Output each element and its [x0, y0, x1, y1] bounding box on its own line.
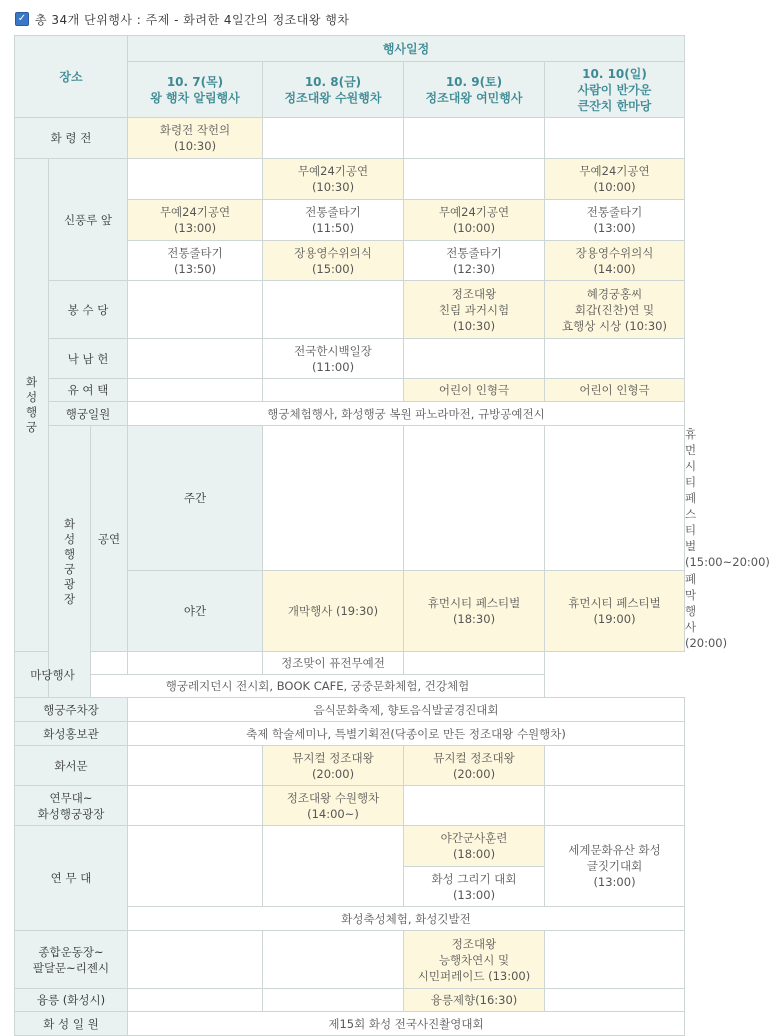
- empty-cell: [263, 989, 404, 1012]
- event-time: (11:50): [311, 221, 355, 235]
- place-pr-hall: 화성홍보관: [15, 722, 128, 746]
- event-title: 전통줄타기: [586, 205, 643, 219]
- event-cell: [545, 826, 685, 907]
- empty-cell: [263, 379, 404, 402]
- event-time: (20:00): [452, 766, 496, 781]
- place-hwaseong-ilwon: 화 성 일 원: [15, 1012, 128, 1036]
- empty-cell: [545, 339, 685, 379]
- event-title: 무예24기공연: [297, 164, 369, 178]
- event-time: (14:00): [593, 261, 636, 276]
- event-cell: [263, 786, 404, 826]
- header-day-2: [263, 62, 404, 118]
- event-time: (19:00): [593, 612, 636, 626]
- event-cell: [545, 159, 685, 200]
- event-cell: [404, 867, 545, 907]
- empty-cell: [545, 118, 685, 159]
- event-title: 휴먼시티 페스티벌: [568, 596, 661, 610]
- page-title: 총 34개 단위행사 : 주제 - 화려한 4일간의 정조대왕 행차: [35, 12, 350, 27]
- empty-cell: [545, 989, 685, 1012]
- empty-cell: [128, 339, 263, 379]
- event-time: (18:00): [452, 847, 496, 861]
- event-cell: [545, 200, 685, 241]
- event-time: 효행상 시상 (10:30): [562, 318, 667, 333]
- event-cell: 행궁체험행사, 화성행궁 복원 파노라마전, 규방공예전시: [128, 402, 685, 426]
- event-cell: 제15회 화성 전국사진촬영대회: [128, 1012, 685, 1036]
- event-title: 야간군사훈련: [440, 831, 508, 845]
- event-cell: 화성축성체험, 화성깃발전: [128, 907, 685, 931]
- event-title: 정조대왕: [451, 286, 497, 301]
- place-night: 야간: [128, 571, 263, 652]
- empty-cell: [128, 989, 263, 1012]
- event-cell: 정조맞이 퓨전무예전: [263, 652, 404, 675]
- event-time: (11:00): [311, 359, 355, 374]
- event-cell: [545, 281, 685, 339]
- event-title: 휴먼시티 페스티벌: [427, 596, 521, 610]
- day-4-name: 사람이 반가운: [577, 82, 652, 97]
- event-title: 장용영수위의식: [575, 245, 654, 260]
- day-4-date: 10. 10(일): [582, 66, 647, 81]
- event-title: 화성 그리기 대회: [431, 871, 517, 886]
- event-time: (10:30): [173, 139, 217, 153]
- place-label: 종합운동장~: [38, 944, 104, 959]
- event-cell: [404, 571, 545, 652]
- empty-cell: [404, 786, 545, 826]
- event-cell: 축제 학술세미나, 특별기획전(닥종이로 만든 정조대왕 수원행차): [128, 722, 685, 746]
- empty-cell: [545, 746, 685, 786]
- event-title: 전통줄타기: [446, 245, 502, 260]
- event-cell: [404, 281, 545, 339]
- event-title: 혜경궁홍씨: [586, 286, 643, 301]
- place-char: 궁: [25, 420, 38, 434]
- event-cell: [263, 241, 404, 281]
- event-cell: [128, 200, 263, 241]
- place-hwaseong-haenggung-label: [15, 375, 48, 435]
- event-title: 무예24기공연: [579, 164, 650, 178]
- place-char: 장: [63, 591, 76, 606]
- empty-cell: [128, 159, 263, 200]
- empty-cell: [404, 118, 545, 159]
- place-hwaseong-haenggung: [15, 159, 49, 652]
- day-2-name: 정조대왕 수원행차: [284, 90, 382, 105]
- place-sinpungru: 신풍루 앞: [49, 159, 128, 281]
- place-yungneung: 융릉 (화성시): [15, 989, 128, 1012]
- day-1-name: 왕 행차 알림행사: [150, 90, 240, 105]
- empty-cell: [263, 426, 404, 571]
- place-haenggung-ilwon: 행궁일원: [49, 402, 128, 426]
- event-cell: [263, 159, 404, 200]
- event-cell: 어린이 인형극: [404, 379, 545, 402]
- place-yeonmudae: 연 무 대: [15, 826, 128, 931]
- place-yuyeotaek: 유 여 택: [49, 379, 128, 402]
- header-schedule: 행사일정: [128, 36, 685, 62]
- place-stadium: [15, 931, 128, 989]
- event-title: 무예24기공연: [438, 205, 510, 219]
- event-cell: [404, 826, 545, 867]
- event-time: (13:00): [593, 875, 636, 889]
- empty-cell: [263, 281, 404, 339]
- event-title: 전국한시백일장: [294, 343, 372, 358]
- event-title: 무예24기공연: [159, 205, 231, 219]
- event-title: 정조대왕 수원행차: [286, 790, 380, 805]
- header-day-1: [128, 62, 263, 118]
- empty-cell: [545, 426, 685, 571]
- empty-cell: [404, 339, 545, 379]
- event-title: 전통줄타기: [305, 205, 361, 219]
- empty-cell: [91, 652, 128, 675]
- place-yeonmudae-plaza: [15, 786, 128, 826]
- empty-cell: [545, 786, 685, 826]
- place-char: 성: [63, 531, 76, 546]
- event-cell: 개막행사 (19:30): [263, 571, 404, 652]
- event-title-2: 친림 과거시험: [438, 302, 510, 317]
- place-char: 행: [63, 546, 76, 561]
- header-place: 장소: [15, 36, 128, 118]
- empty-cell: [128, 826, 263, 907]
- place-char: 성: [25, 390, 38, 404]
- header-day-3: [404, 62, 545, 118]
- event-cell: [263, 339, 404, 379]
- empty-cell: [545, 931, 685, 989]
- empty-cell: [128, 652, 263, 675]
- empty-cell: [128, 746, 263, 786]
- page-header: [15, 8, 349, 30]
- empty-cell: [128, 379, 263, 402]
- place-madang: 마당행사: [15, 652, 91, 698]
- event-title-2: 회갑(진찬)연 및: [574, 302, 655, 317]
- event-title: 정조대왕: [451, 936, 497, 951]
- day-3-date: 10. 9(토): [445, 74, 503, 89]
- event-cell: [545, 241, 685, 281]
- event-title-2: 능행차연시 및: [438, 952, 510, 967]
- event-time: (10:30): [452, 318, 496, 333]
- event-cell: [404, 200, 545, 241]
- event-time: (13:00): [452, 887, 496, 902]
- event-cell: 행궁레지던시 전시회, BOOK CAFE, 궁중문화체험, 건강체험: [91, 675, 545, 698]
- event-cell: [263, 746, 404, 786]
- place-label: 화성행궁광장: [37, 806, 105, 821]
- empty-cell: [404, 652, 545, 675]
- day-2-date: 10. 8(금): [304, 74, 362, 89]
- event-cell: 융릉제향(16:30): [404, 989, 545, 1012]
- event-cell: [128, 118, 263, 159]
- event-title: 화령전 작헌의: [159, 123, 231, 137]
- event-cell: [545, 571, 685, 652]
- place-naknamheon: 낙 남 헌: [49, 339, 128, 379]
- event-title: 뮤지컬 정조대왕: [433, 750, 515, 765]
- event-time: 시민퍼레이드 (13:00): [417, 968, 531, 983]
- place-char: 궁: [63, 561, 76, 576]
- event-time: (18:30): [452, 612, 496, 626]
- day-3-name: 정조대왕 여민행사: [425, 90, 523, 105]
- event-time: (10:00): [452, 221, 496, 235]
- place-label: 연무대~: [49, 790, 93, 805]
- empty-cell: [263, 931, 404, 989]
- empty-cell: [263, 826, 404, 907]
- place-plaza-label: [49, 517, 90, 607]
- event-time: (13:00): [173, 221, 217, 235]
- event-cell: [263, 200, 404, 241]
- event-time: (13:00): [593, 221, 636, 235]
- event-title: 장용영수위의식: [294, 245, 372, 260]
- place-hwaseomun: 화서문: [15, 746, 128, 786]
- event-time: (20:00): [311, 766, 355, 781]
- event-time: (10:30): [311, 180, 355, 194]
- event-time: (10:00): [593, 180, 636, 194]
- schedule-table: 장소 행사일정 10. 7(목) 왕 행차 알림행사 10. 8(금) 정조대왕 수원행차 10. 9(토) 정조대왕 여민행사 10. 10(일) 사람이 반가운 큰잔치 한마당 화 령 전 화령전 작헌의 (10:30) 화 성 행 궁 신풍루 앞 무예24기공연 (10:30) 무예24기공연 (10:00) 무예24기공연 (13:00) 전통줄타기 (11:50) 무예24기공연 (10:00) 전통줄타기 (13:00) 전통줄타기 (13:50) 장용영수위의식 (15:00) 전통줄타기 (12:30) 장용영수위의식 (14:00) 봉 수 당 정조대왕 친림 과거시험 (10:30) 혜경궁홍씨 회갑(진찬)연 및 효행상 시상 (10:30) 낙 남 헌 전국한시백일장 (11:00) 유 여 택 어린이 인형극 어린이 인형극 행궁일원 행궁체험행사, 화성행궁 복원 파노라마전, 규방공예전시 화 성 행 궁 광 장 공연 주간 휴먼시티 페스티벌 (15:00~20:00) 야간 개막행사 (19:30) 휴먼시티 페스티벌 (18:30) 휴먼시티 페스티벌 (19:00) 폐막행사(20:00) 마당행사 정조맞이 퓨전무예전 행궁레지던시 전시회, BOOK CAFE, 궁중문화체험, 건강체험 행궁주차장 음식문화축제, 향토음식발굴경진대회 화성홍보관 축제 학술세미나, 특별기획전(닥종이로 만든 정조대왕 수원행차) 화서문 뮤지컬 정조대왕 (20:00) 뮤지컬 정조대왕 (20:00) 연무대~ 화성행궁광장 정조대왕 수원행차 (14:00~) 연 무 대 야간군사훈련 (18:00) 세계문화유산 화성 글짓기대회 (13:00) 화성 그리기 대회 (13:00) 화성축성체험, 화성깃발전 종합운동장~ 팔달문~리젠시 정조대왕 능행차연시 및 시민퍼레이드 (13:00) 융릉 (화성시) 융릉제향(16:30) 화 성 일 원 제15회 화성 전국사진촬영대회: [14, 35, 685, 1036]
- empty-cell: [128, 281, 263, 339]
- event-title: 전통줄타기: [167, 245, 223, 260]
- event-cell: [404, 931, 545, 989]
- event-time: (12:30): [452, 261, 496, 276]
- checkbox-icon: ✓: [15, 12, 29, 26]
- place-bongsudang: 봉 수 당: [49, 281, 128, 339]
- place-label: 팔달문~리젠시: [32, 960, 110, 975]
- event-cell: [404, 746, 545, 786]
- empty-cell: [404, 159, 545, 200]
- empty-cell: [263, 118, 404, 159]
- event-cell: [404, 241, 545, 281]
- event-time: (14:00~): [307, 806, 359, 821]
- place-daytime: 주간: [128, 426, 263, 571]
- place-char: 행: [25, 405, 38, 419]
- empty-cell: [404, 426, 545, 571]
- empty-cell: [128, 786, 263, 826]
- place-performance: 공연: [91, 426, 128, 652]
- event-title-2: 글짓기대회: [586, 859, 643, 873]
- event-title: 세계문화유산 화성: [568, 843, 661, 857]
- event-time: (15:00): [311, 261, 355, 276]
- place-hwaryeongjeon: 화 령 전: [15, 118, 128, 159]
- header-day-4: [545, 62, 685, 118]
- day-4-name2: 큰잔치 한마당: [577, 98, 652, 113]
- place-char: 화: [25, 375, 38, 389]
- day-1-date: 10. 7(목): [166, 74, 224, 89]
- event-cell: [128, 241, 263, 281]
- event-cell: 음식문화축제, 향토음식발굴경진대회: [128, 698, 685, 722]
- empty-cell: [128, 931, 263, 989]
- place-parking: 행궁주차장: [15, 698, 128, 722]
- event-title: 뮤지컬 정조대왕: [292, 750, 374, 765]
- event-time: (13:50): [173, 261, 217, 276]
- place-char: 광: [63, 576, 76, 591]
- place-char: 화: [63, 516, 76, 531]
- event-cell: 어린이 인형극: [545, 379, 685, 402]
